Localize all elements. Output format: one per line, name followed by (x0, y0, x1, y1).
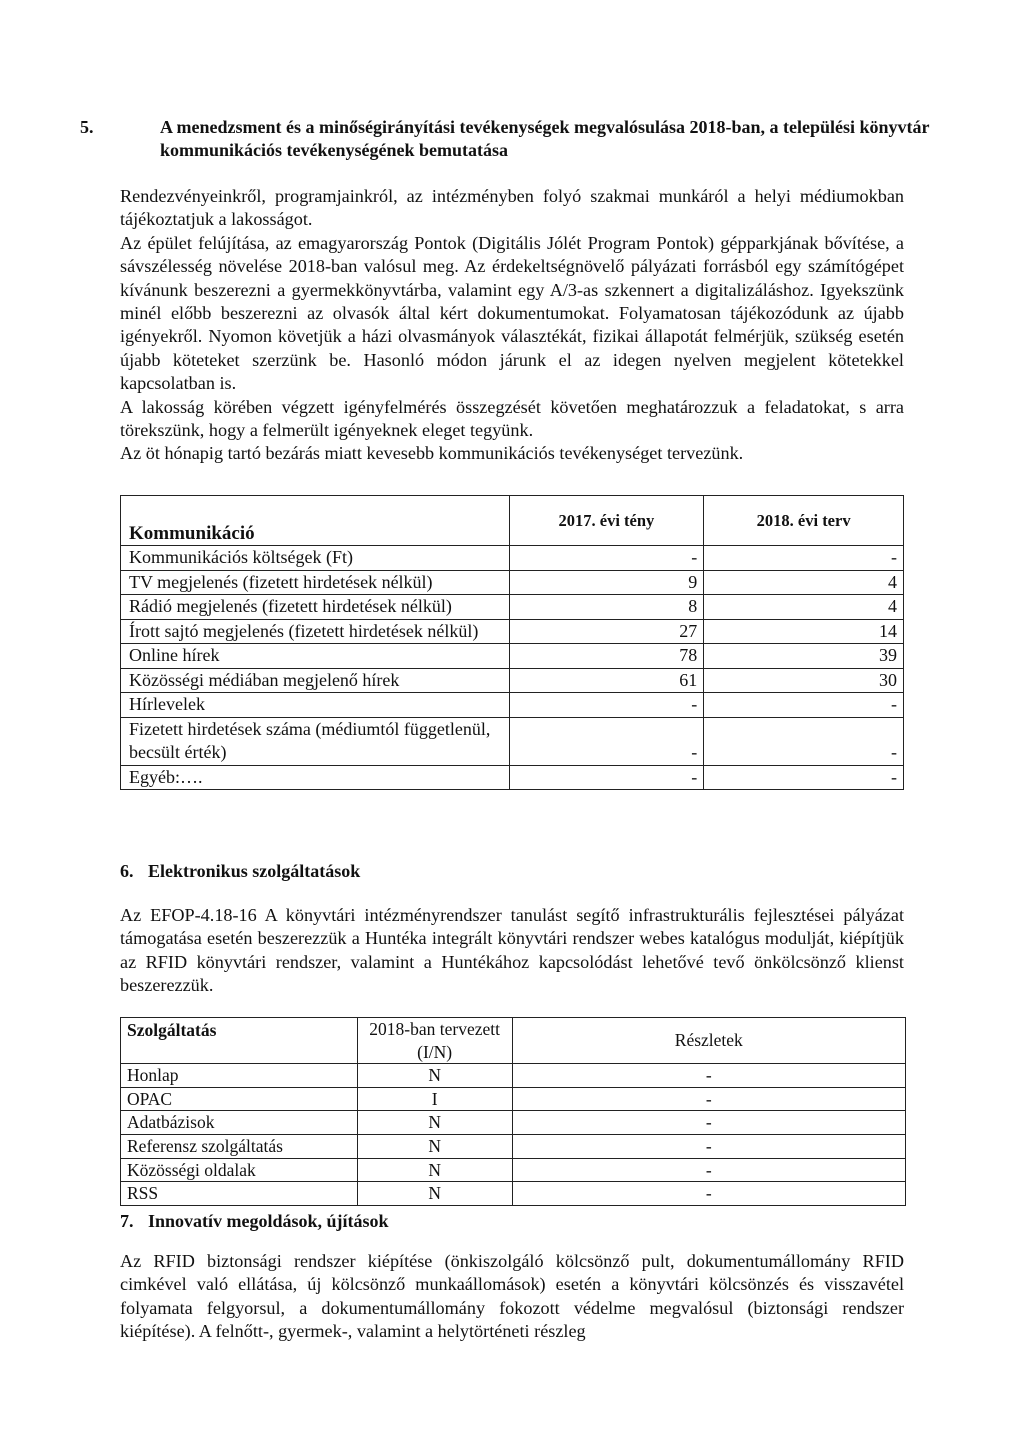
row-label: Kommunikációs költségek (Ft) (121, 546, 510, 571)
value-2017: 61 (509, 668, 704, 693)
services-header-details: Részletek (512, 1018, 905, 1064)
section-5-body (120, 185, 904, 466)
service-plan: N (357, 1134, 512, 1158)
value-2017: 8 (509, 595, 704, 620)
value-2018: - (704, 693, 904, 718)
row-label: Hírlevelek (121, 693, 510, 718)
services-table-header (121, 1018, 906, 1064)
table-row (121, 1111, 906, 1135)
row-label: Rádió megjelenés (fizetett hirdetések nélkül) (121, 595, 510, 620)
value-2018: - (704, 765, 904, 790)
table-row (121, 1064, 906, 1088)
section-5-paragraph: A lakosság körében végzett igényfelmérés összegzését követően meghatározzuk a feladatokat, s arra törekszünk, hogy a felmerült igényeknek eleget tegyünk. (120, 396, 904, 441)
value-2018: - (704, 546, 904, 571)
value-2017: 27 (509, 619, 704, 644)
service-name: Honlap (121, 1064, 358, 1088)
service-details: - (512, 1087, 905, 1111)
table-row (121, 644, 904, 669)
communication-header-2018: 2018. évi terv (704, 496, 904, 546)
service-details: - (512, 1064, 905, 1088)
table-row (121, 570, 904, 595)
value-2017: - (509, 717, 704, 765)
service-plan: N (357, 1064, 512, 1088)
section-6-paragraph: Az EFOP-4.18-16 A könyvtári intézményrendszer tanulást segítő infrastrukturális fejlesztései pályázat támogatása esetén beszerezzük a Huntéka integrált könyvtári rendszer webes katalógus modulját, kiépítjük az RFID könyvtári rendszer, valamint a Huntékához kapcsolódást lehetővé tevő önkölcsönző klienst beszerezzük. (120, 905, 904, 996)
section-5-paragraph: Az épület felújítása, az emagyarország Pontok (Digitális Jólét Program Pontok) gépparkjának bővítése, a sávszélesség növelése 2018-ban valósul meg. Az érdekeltségnövelő pályázati forrásból egy számítógépet kívánunk beszerezni a gyermekkönyvtárba, valamint egy A/3-as szkennert a digitalizáláshoz. Igyekszünk minél előbb beszerezni az olvasók által kért dokumentumokat. Folyamatosan tájékozódunk az újabb igényekről. Nyomon követjük a házi olvasmányok választékát, fizikai állapotát felmérjük, szükség esetén újabb köteteket szerzünk be. Hasonló módon járunk el az idegen nyelven megjelent kötetekkel kapcsolatban is. (120, 232, 904, 394)
value-2017: - (509, 765, 704, 790)
section-5-paragraph: Rendezvényeinkről, programjainkról, az intézményben folyó szakmai munkáról a helyi médiumokban tájékoztatjuk a lakosságot. (120, 186, 904, 230)
value-2018: 4 (704, 570, 904, 595)
row-label: Közösségi médiában megjelenő hírek (121, 668, 510, 693)
table-row (121, 1182, 906, 1206)
service-details: - (512, 1134, 905, 1158)
service-name: RSS (121, 1182, 358, 1206)
value-2017: - (509, 546, 704, 571)
value-2018: - (704, 717, 904, 765)
services-table (120, 1017, 906, 1206)
row-label: Egyéb:…. (121, 765, 510, 790)
section-5-number: 5. (80, 117, 94, 137)
value-2018: 14 (704, 619, 904, 644)
services-header-plan: 2018-ban tervezett (I/N) (357, 1018, 512, 1064)
row-label: Fizetett hirdetések száma (médiumtól függetlenül, becsült érték) (121, 717, 510, 765)
section-5-heading (80, 116, 944, 162)
communication-header-2017: 2017. évi tény (509, 496, 704, 546)
table-row (121, 693, 904, 718)
service-name: Közösségi oldalak (121, 1158, 358, 1182)
value-2017: - (509, 693, 704, 718)
value-2017: 9 (509, 570, 704, 595)
table-row (121, 668, 904, 693)
table-row (121, 1134, 906, 1158)
section-7-title: Innovatív megoldások, újítások (148, 1211, 389, 1231)
table-row (121, 619, 904, 644)
section-6-body (120, 904, 904, 998)
section-6-number: 6. (120, 861, 134, 881)
section-6-heading (120, 860, 904, 883)
row-label: TV megjelenés (fizetett hirdetések nélkül) (121, 570, 510, 595)
service-details: - (512, 1158, 905, 1182)
communication-header-label: Kommunikáció (121, 496, 510, 546)
service-details: - (512, 1182, 905, 1206)
row-label: Online hírek (121, 644, 510, 669)
service-plan: N (357, 1182, 512, 1206)
service-plan: N (357, 1158, 512, 1182)
section-6-title: Elektronikus szolgáltatások (148, 861, 361, 881)
section-7-paragraph: Az RFID biztonsági rendszer kiépítése (önkiszolgáló kölcsönző pult, dokumentumállomány RFID cimkével való ellátása, új kölcsönző munkaállomások) esetén a könyvtári kölcsönzés és visszavétel folyamata felgyorsul, a dokumentumállomány fokozott védelme megvalósul (biztonsági rendszer kiépítése). A felnőtt-, gyermek-, valamint a helytörténeti részleg (120, 1251, 904, 1342)
table-row (121, 546, 904, 571)
service-details: - (512, 1111, 905, 1135)
row-label: Írott sajtó megjelenés (fizetett hirdetések nélkül) (121, 619, 510, 644)
section-7-number: 7. (120, 1211, 134, 1231)
service-name: Referensz szolgáltatás (121, 1134, 358, 1158)
value-2018: 39 (704, 644, 904, 669)
service-plan: I (357, 1087, 512, 1111)
section-7-heading (120, 1210, 904, 1233)
section-7-body (120, 1250, 904, 1344)
table-row (121, 1158, 906, 1182)
value-2018: 4 (704, 595, 904, 620)
services-header-label: Szolgáltatás (121, 1018, 358, 1064)
communication-table-header (121, 496, 904, 546)
communication-table (120, 495, 904, 790)
service-plan: N (357, 1111, 512, 1135)
table-row (121, 717, 904, 765)
value-2017: 78 (509, 644, 704, 669)
service-name: OPAC (121, 1087, 358, 1111)
table-row (121, 765, 904, 790)
section-5-title: A menedzsment és a minőségirányítási tevékenységek megvalósulása 2018-ban, a települési könyvtár kommunikációs tevékenységének bemutatása (160, 117, 930, 160)
table-row (121, 595, 904, 620)
service-name: Adatbázisok (121, 1111, 358, 1135)
table-row (121, 1087, 906, 1111)
section-5-paragraph: Az öt hónapig tartó bezárás miatt kevesebb kommunikációs tevékenységet tervezünk. (120, 443, 744, 464)
value-2018: 30 (704, 668, 904, 693)
